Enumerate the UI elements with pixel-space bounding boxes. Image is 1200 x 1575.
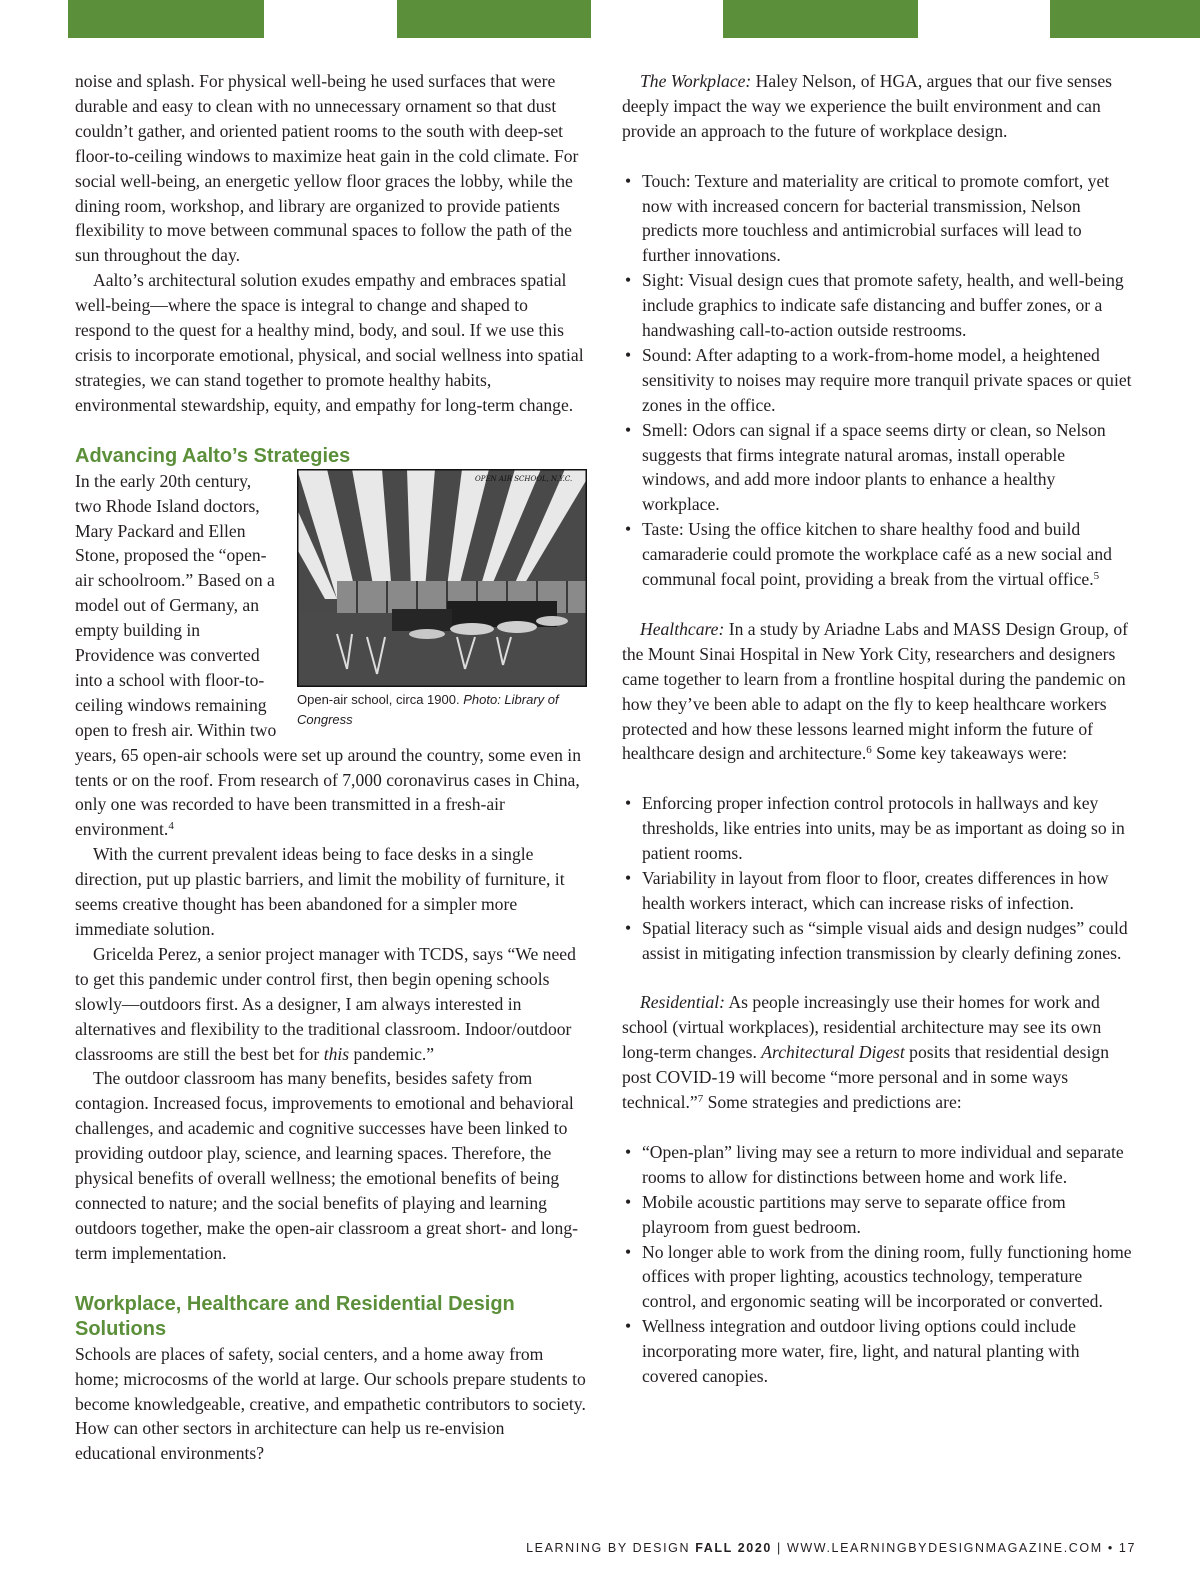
residential-bullet-list [622, 1140, 1132, 1389]
paragraph-text: In a study by Ariadne Labs and MASS Design Group, of the Mount Sinai Hospital in New York City, researchers and designers came together to learn from a frontline hospital during the pandemic on how they’ve been able to adapt on the fly to keep healthcare workers protected and how these lessons learned might inform the future of healthcare design and architecture. [622, 618, 1128, 764]
paragraph [622, 990, 1132, 1115]
section-lead: Residential: [640, 992, 726, 1013]
paragraph: Aalto’s architectural solution exudes empathy and embraces spatial well-being—where the space is integral to change and shaped to respond to the quest for a healthy mind, body, and soul. If we use this crisis to incorporate emotional, physical, and social wellness into spatial strategies, we can stand together to promote healthy habits, environmental stewardship, equity, and empathy for long-term change. [75, 270, 584, 415]
footnote-ref: 4 [168, 820, 174, 833]
paragraph-text: posits that residential design post COVID-19 will become “more personal and in some ways technical.” [622, 1042, 1110, 1113]
footer-bullet: • [1107, 1541, 1114, 1555]
list-item: • Spatial literacy such as “simple visual aids and design nudges” could assist in mitigating infection transmission by clearly defining zones. [622, 916, 1132, 966]
footnote-ref: 7 [697, 1093, 704, 1106]
top-tab-2 [397, 0, 591, 38]
paragraph [622, 617, 1132, 766]
list-item: • Mobile acoustic partitions may serve to separate office from playroom from guest bedroom. [622, 1190, 1132, 1240]
workplace-bullet-list [622, 169, 1132, 592]
top-tab-3 [723, 0, 918, 38]
paragraph: With the current prevalent ideas being to face desks in a single direction, put up plastic barriers, and limit the mobility of furniture, it seems creative thought has been abandoned for a simpler more immediate solution. [75, 844, 565, 939]
list-item: • “Open-plan” living may see a return to more individual and separate rooms to allow for distinctions between home and work life. [622, 1140, 1132, 1190]
paragraph [622, 69, 1132, 144]
top-tab-4 [1050, 0, 1200, 38]
paragraph-text: pandemic.” [349, 1043, 435, 1064]
right-column [622, 69, 1132, 1389]
magazine-name: LEARNING BY DESIGN [526, 1541, 691, 1555]
list-item: • Variability in layout from floor to floor, creates differences in how health workers interact, which can increase risks of infection. [622, 866, 1132, 916]
page-footer [526, 1541, 1136, 1555]
footer-separator: | [777, 1541, 782, 1555]
paragraph-text: In the early 20th century, two Rhode Island doctors, Mary Packard and Ellen Stone, proposed the “open-air schoolroom.” Based on a model out of Germany, an empty building in Providence was converted into a school with floor-to-ceiling windows remaining open to fresh air. Within two years, 65 open-air schools were set up around the country, some even in tents or on the roof. From research of 7,000 coronavirus cases in China, only one was recorded to have been transmitted in a fresh-air environment. [75, 470, 581, 840]
footnote-ref: 6 [866, 744, 872, 757]
caption-credit: Photo: Library of Congress [297, 691, 559, 727]
paragraph: noise and splash. For physical well-being he used surfaces that were durable and easy to clean with no unnecessary ornament so that dust couldn’t gather, and oriented patient rooms to the south with deep-set floor-to-ceiling windows to maximize heat gain in the cold climate. For social well-being, an energetic yellow floor graces the lobby, while the dining room, workshop, and library are organized to provide patients flexibility to move between communal spaces to follow the path of the sun throughout the day. [75, 71, 579, 266]
photo-figure [297, 469, 587, 730]
list-item: • Smell: Odors can signal if a space seems dirty or clean, so Nelson suggests that firms integrate natural aromas, install operable windows, and add more indoor plants to enhance a healthy workplace. [622, 418, 1132, 518]
paragraph-text: As people increasingly use their homes for work and school (virtual workplaces), residential architecture may see its own long-term changes. [622, 992, 1102, 1063]
healthcare-bullet-list [622, 791, 1132, 965]
website-link[interactable]: WWW.LEARNINGBYDESIGNMAGAZINE.COM [786, 1541, 1103, 1555]
list-item: • Touch: Texture and materiality are critical to promote comfort, yet now with increased concern for bacterial transmission, Nelson predicts more touchless and antimicrobial surfaces will lead to further innovations. [622, 169, 1132, 269]
paragraph [75, 942, 587, 1067]
list-item: • Sound: After adapting to a work-from-home model, a heightened sensitivity to noises may require more tranquil private spaces or quiet zones in the office. [622, 343, 1132, 418]
list-item: • Enforcing proper infection control protocols in hallways and key thresholds, like entries into units, may be as important as doing so in patient rooms. [622, 791, 1132, 866]
photo-caption [297, 690, 587, 730]
section-lead: Healthcare: [640, 618, 725, 639]
section-heading-design-solutions: Workplace, Healthcare and Residential Design Solutions [75, 1292, 515, 1340]
left-column [75, 69, 587, 1466]
page-number: 17 [1118, 1541, 1136, 1555]
photo-inscription: OPEN AIR SCHOOL, N.Y.C. [475, 474, 573, 483]
paragraph: Schools are places of safety, social centers, and a home away from home; microcosms of the world at large. Our schools prepare students to become knowledgeable, creative, and empathetic contributors to society. How can other sectors in architecture can help us re-envision educational environments? [75, 1343, 586, 1464]
paragraph-text: Some key takeaways were: [871, 743, 1068, 764]
list-item: • Wellness integration and outdoor living options could include incorporating more water, fire, light, and natural planting with covered canopies. [622, 1314, 1132, 1389]
top-tab-1 [68, 0, 264, 38]
caption-text: Open-air school, circa 1900. [297, 691, 460, 707]
section-lead: The Workplace: [640, 71, 752, 91]
paragraph-text: Haley Nelson, of HGA, argues that our five senses deeply impact the way we experience the built environment and can provide an approach to the future of workplace design. [622, 71, 1112, 141]
publication-title: Architectural Digest [761, 1042, 905, 1063]
open-air-school-photo [297, 469, 587, 687]
list-item [622, 517, 1132, 592]
list-item: • No longer able to work from the dining room, fully functioning home offices with proper lighting, acoustics technology, temperature control, and ergonomic seating will be incorporated or converted. [622, 1240, 1132, 1315]
paragraph-text: Some strategies and predictions are: [703, 1092, 962, 1113]
footnote-ref: 5 [1093, 570, 1100, 583]
section-heading-advancing-aalto: Advancing Aalto’s Strategies [75, 444, 351, 467]
paragraph: The outdoor classroom has many benefits, besides safety from contagion. Increased focus, improvements to emotional and behavioral challenges, and academic and cognitive successes have been linked to providing outdoor play, science, and learning spaces. Therefore, the physical benefits of overall wellness; the emotional benefits of being connected to nature; and the social benefits of playing and learning outdoors together, make the open-air classroom a great short- and long-term implementation. [75, 1068, 579, 1263]
emphasis-text: this [323, 1043, 350, 1064]
issue-label: FALL 2020 [695, 1541, 772, 1555]
list-item: • Sight: Visual design cues that promote safety, health, and well-being include graphics to indicate safe distancing and buffer zones, or a handwashing call-to-action outside restrooms. [622, 268, 1132, 343]
paragraph-text: Gricelda Perez, a senior project manager with TCDS, says “We need to get this pandemic under control first, then begin opening schools slowly—outdoors first. As a designer, I am always interested in alternatives and flexibility to the traditional classroom. Indoor/outdoor classrooms are still the best bet for [75, 943, 576, 1064]
list-item-text: Taste: Using the office kitchen to share healthy food and build camaraderie could promote the workplace café as a new social and communal focal point, providing a break from the virtual office. [642, 519, 1112, 590]
